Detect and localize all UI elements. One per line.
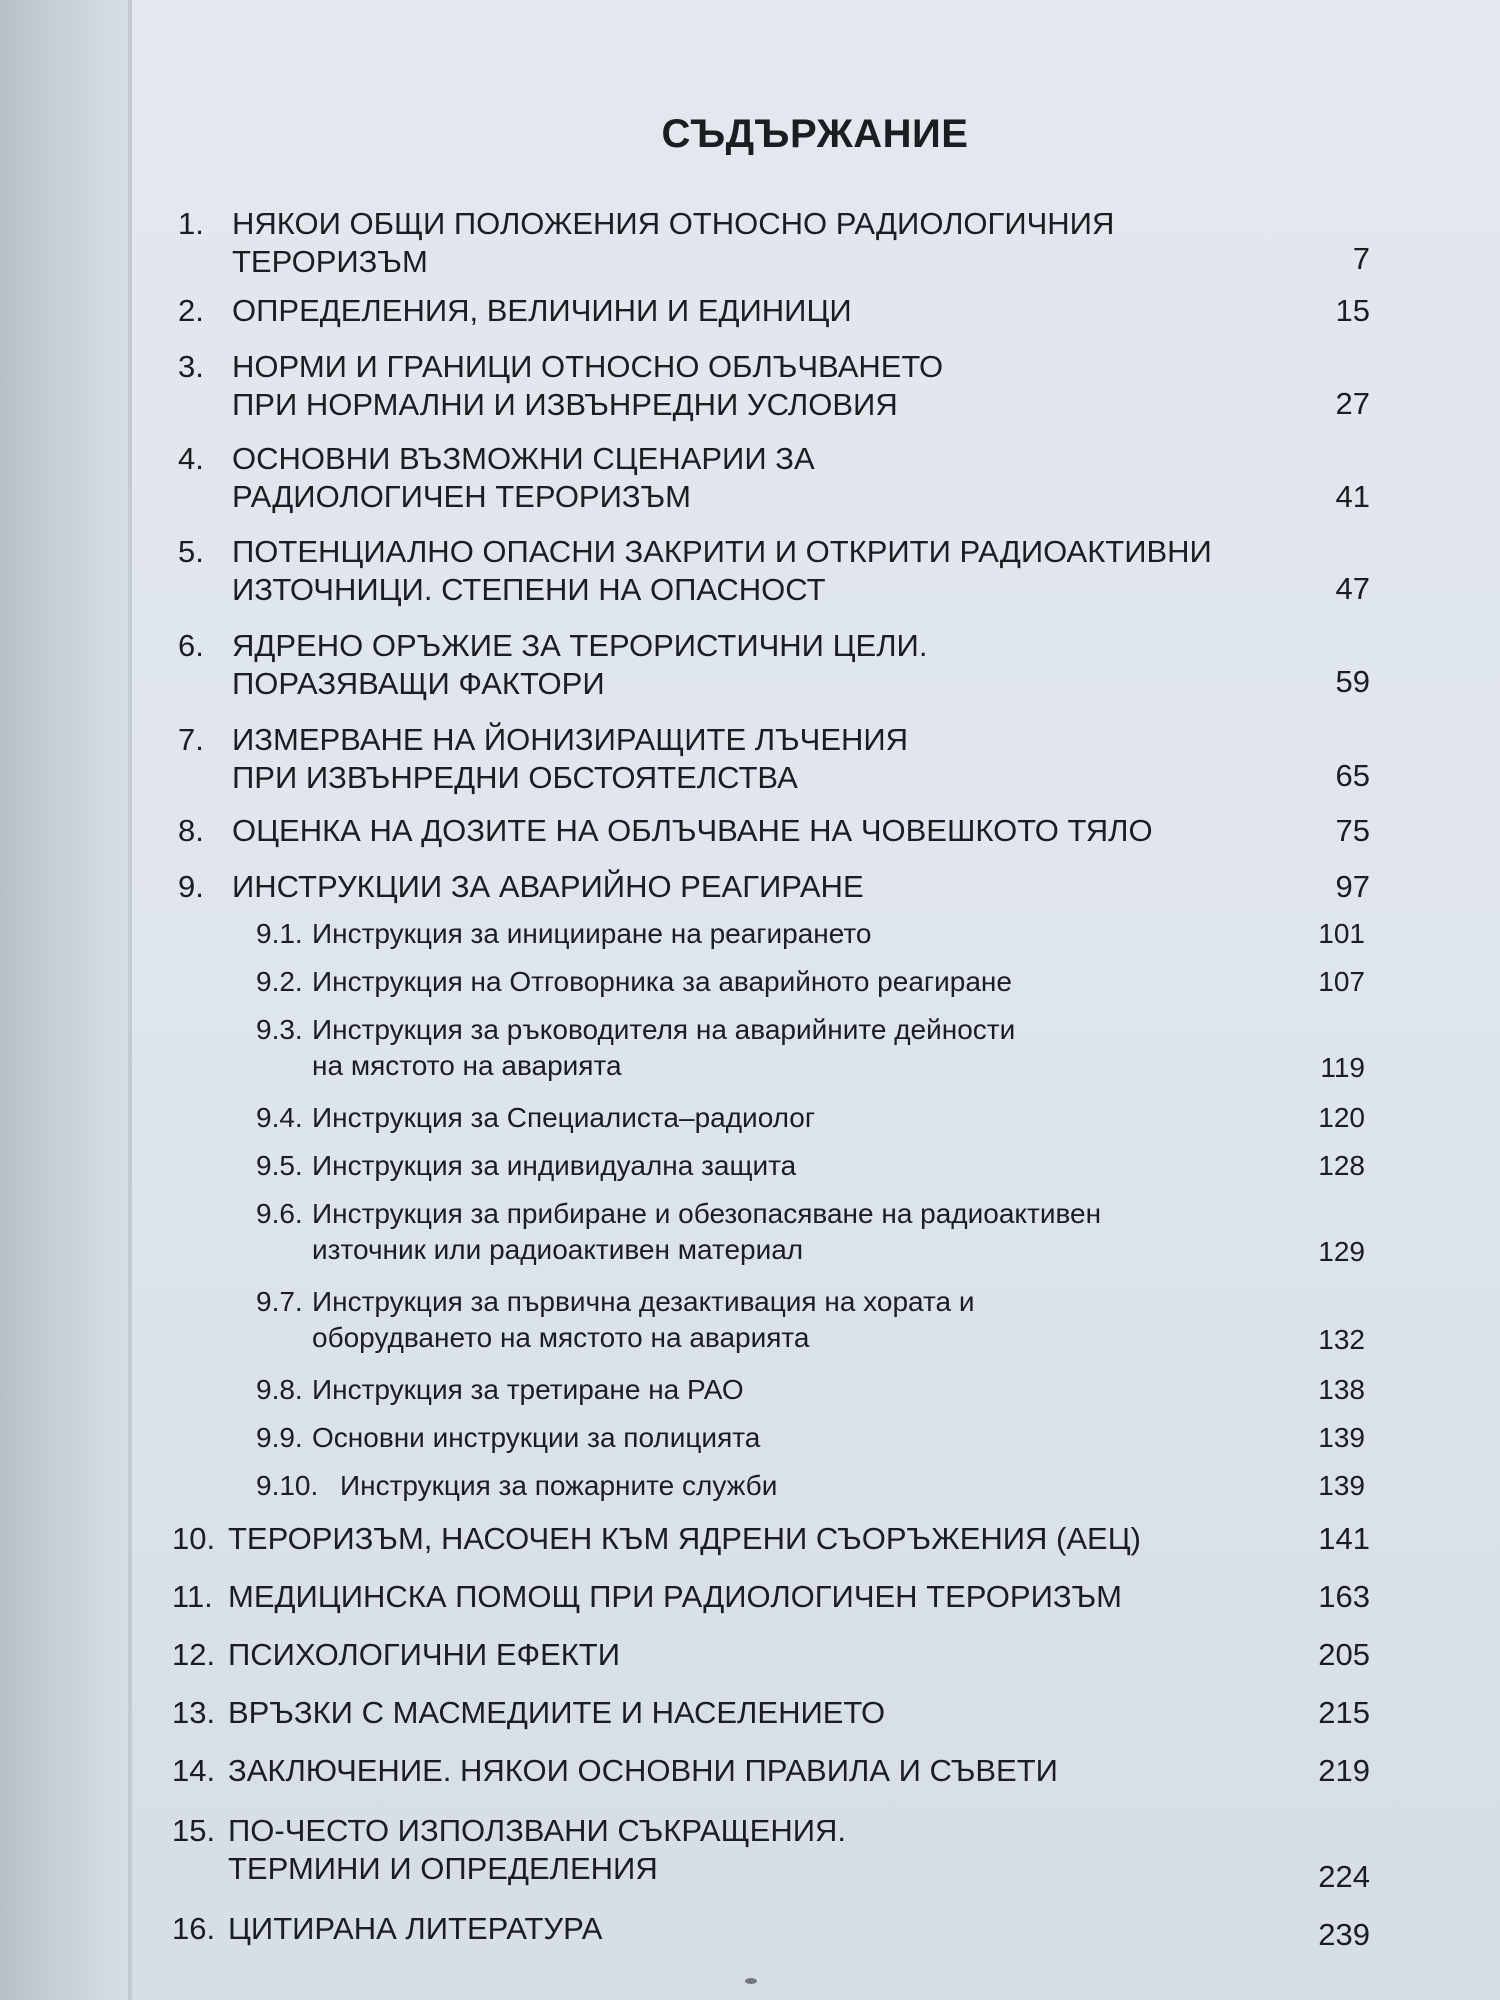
entry-title-line: ЦИТИРАНА ЛИТЕРАТУРА — [228, 1911, 603, 1946]
entry-page-number: 205 — [1318, 1637, 1370, 1672]
entry-page-number: 138 — [1318, 1374, 1365, 1405]
entry-number: 10. — [172, 1521, 216, 1556]
entry-title-line: ПОТЕНЦИАЛНО ОПАСНИ ЗАКРИТИ И ОТКРИТИ РАДИОАКТИВНИ — [232, 534, 1212, 569]
entry-title-line: източник или радиоактивен материал — [312, 1234, 804, 1265]
entry-title-line: ОПРЕДЕЛЕНИЯ, ВЕЛИЧИНИ И ЕДИНИЦИ — [232, 293, 852, 328]
entry-title-line: оборудването на мястото на аварията — [312, 1322, 810, 1353]
entry-title-line: ИЗТОЧНИЦИ. СТЕПЕНИ НА ОПАСНОСТ — [232, 572, 826, 607]
entry-title-line: МЕДИЦИНСКА ПОМОЩ ПРИ РАДИОЛОГИЧЕН ТЕРОРИЗЪМ — [228, 1579, 1122, 1614]
entry-title-line: Инструкция за ръководителя на аварийните дейности — [312, 1014, 1016, 1045]
entry-number: 9. — [178, 869, 204, 904]
entry-title-line: на мястото на аварията — [312, 1050, 622, 1081]
entry-number: 3. — [178, 349, 204, 384]
entry-title-line: ТЕРОРИЗЪМ — [232, 244, 428, 279]
entry-number: 12. — [172, 1637, 216, 1672]
entry-title-line: ПОРАЗЯВАЩИ ФАКТОРИ — [232, 666, 605, 701]
entry-number: 9.7. — [256, 1286, 303, 1317]
entry-page-number: 219 — [1318, 1753, 1370, 1788]
entry-number: 11. — [172, 1579, 213, 1614]
entry-title-line: ОСНОВНИ ВЪЗМОЖНИ СЦЕНАРИИ ЗА — [232, 441, 815, 476]
entry-number: 13. — [172, 1695, 216, 1730]
entry-page-number: 27 — [1335, 386, 1370, 421]
entry-number: 15. — [172, 1813, 216, 1848]
entry-title-line: ОЦЕНКА НА ДОЗИТЕ НА ОБЛЪЧВАНЕ НА ЧОВЕШКОТО ТЯЛО — [232, 813, 1153, 848]
entry-title-line: ТЕРОРИЗЪМ, НАСОЧЕН КЪМ ЯДРЕНИ СЪОРЪЖЕНИЯ (АЕЦ) — [228, 1521, 1141, 1556]
entry-page-number: 215 — [1318, 1695, 1370, 1730]
entry-page-number: 41 — [1335, 479, 1370, 514]
entry-number: 6. — [178, 628, 204, 663]
entry-page-number: 239 — [1318, 1917, 1370, 1952]
entry-page-number: 75 — [1335, 813, 1370, 848]
entry-title-line: Инструкция на Отговорника за аварийното реагиране — [312, 966, 1012, 997]
entry-number: 16. — [172, 1911, 216, 1946]
entry-page-number: 224 — [1318, 1859, 1370, 1894]
page-number-mark — [745, 1978, 757, 1984]
entry-title-line: ИНСТРУКЦИИ ЗА АВАРИЙНО РЕАГИРАНЕ — [232, 869, 864, 904]
entry-page-number: 132 — [1318, 1324, 1365, 1355]
entry-page-number: 15 — [1335, 293, 1370, 328]
entry-title-line: ЯДРЕНО ОРЪЖИЕ ЗА ТЕРОРИСТИЧНИ ЦЕЛИ. — [232, 628, 928, 663]
entry-page-number: 59 — [1335, 664, 1370, 699]
entry-title-line: ТЕРМИНИ И ОПРЕДЕЛЕНИЯ — [228, 1851, 658, 1886]
entry-number: 9.1. — [256, 918, 303, 949]
entry-number: 14. — [172, 1753, 216, 1788]
entry-title-line: ВРЪЗКИ С МАСМЕДИИТЕ И НАСЕЛЕНИЕТО — [228, 1695, 886, 1730]
entry-page-number: 65 — [1335, 758, 1370, 793]
entry-page-number: 141 — [1318, 1521, 1370, 1556]
entry-page-number: 7 — [1352, 241, 1370, 276]
entry-number: 1. — [178, 206, 204, 241]
entry-number: 9.8. — [256, 1374, 303, 1405]
entry-page-number: 97 — [1335, 869, 1370, 904]
entry-title-line: Инструкция за прибиране и обезопасяване на радиоактивен — [312, 1198, 1102, 1229]
entry-page-number: 101 — [1318, 918, 1365, 949]
entry-number: 4. — [178, 441, 204, 476]
entry-number: 9.5. — [256, 1150, 303, 1181]
entry-title-line: НЯКОИ ОБЩИ ПОЛОЖЕНИЯ ОТНОСНО РАДИОЛОГИЧНИЯ — [232, 206, 1115, 241]
entry-title-line: Инструкция за иницииране на реагирането — [312, 918, 872, 949]
entry-title-line: Инструкция за пожарните служби — [340, 1470, 778, 1501]
entry-page-number: 163 — [1318, 1579, 1370, 1614]
entry-title-line: Инструкция за първична дезактивация на хората и — [312, 1286, 975, 1317]
entry-page-number: 139 — [1318, 1422, 1365, 1453]
entry-number: 2. — [178, 293, 204, 328]
entry-number: 9.3. — [256, 1014, 303, 1045]
entry-number: 9.6. — [256, 1198, 303, 1229]
entry-number: 9.9. — [256, 1422, 303, 1453]
entry-title-line: Основни инструкции за полицията — [312, 1422, 761, 1453]
entry-title-line: РАДИОЛОГИЧЕН ТЕРОРИЗЪМ — [232, 479, 691, 514]
entry-page-number: 47 — [1335, 571, 1370, 606]
entry-number: 9.10. — [256, 1470, 319, 1501]
entry-title-line: Инструкция за Специалиста–радиолог — [312, 1102, 816, 1133]
entry-page-number: 129 — [1318, 1236, 1365, 1267]
entry-title-line: ЗАКЛЮЧЕНИЕ. НЯКОИ ОСНОВНИ ПРАВИЛА И СЪВЕТИ — [228, 1753, 1058, 1788]
entry-number: 8. — [178, 813, 204, 848]
entry-title-line: ПРИ НОРМАЛНИ И ИЗВЪНРЕДНИ УСЛОВИЯ — [232, 387, 898, 422]
entry-page-number: 139 — [1318, 1470, 1365, 1501]
previous-page-shadow — [0, 0, 130, 2000]
entry-number: 5. — [178, 534, 204, 569]
entry-number: 9.4. — [256, 1102, 303, 1133]
entry-title-line: ИЗМЕРВАНЕ НА ЙОНИЗИРАЩИТЕ ЛЪЧЕНИЯ — [232, 722, 909, 757]
entry-page-number: 128 — [1318, 1150, 1365, 1181]
entry-title-line: ПО-ЧЕСТО ИЗПОЛЗВАНИ СЪКРАЩЕНИЯ. — [228, 1813, 847, 1848]
entry-title-line: ПРИ ИЗВЪНРЕДНИ ОБСТОЯТЕЛСТВА — [232, 760, 798, 795]
entry-title-line: НОРМИ И ГРАНИЦИ ОТНОСНО ОБЛЪЧВАНЕТО — [232, 349, 944, 384]
entry-page-number: 107 — [1318, 966, 1365, 997]
entry-page-number: 119 — [1320, 1052, 1365, 1083]
entry-page-number: 120 — [1318, 1102, 1365, 1133]
entry-number: 9.2. — [256, 966, 303, 997]
entry-title-line: Инструкция за индивидуална защита — [312, 1150, 797, 1181]
entry-title-line: ПСИХОЛОГИЧНИ ЕФЕКТИ — [228, 1637, 621, 1672]
entry-number: 7. — [178, 722, 204, 757]
page-title: СЪДЪРЖАНИЕ — [661, 112, 969, 156]
entry-title-line: Инструкция за третиране на РАО — [312, 1374, 744, 1405]
